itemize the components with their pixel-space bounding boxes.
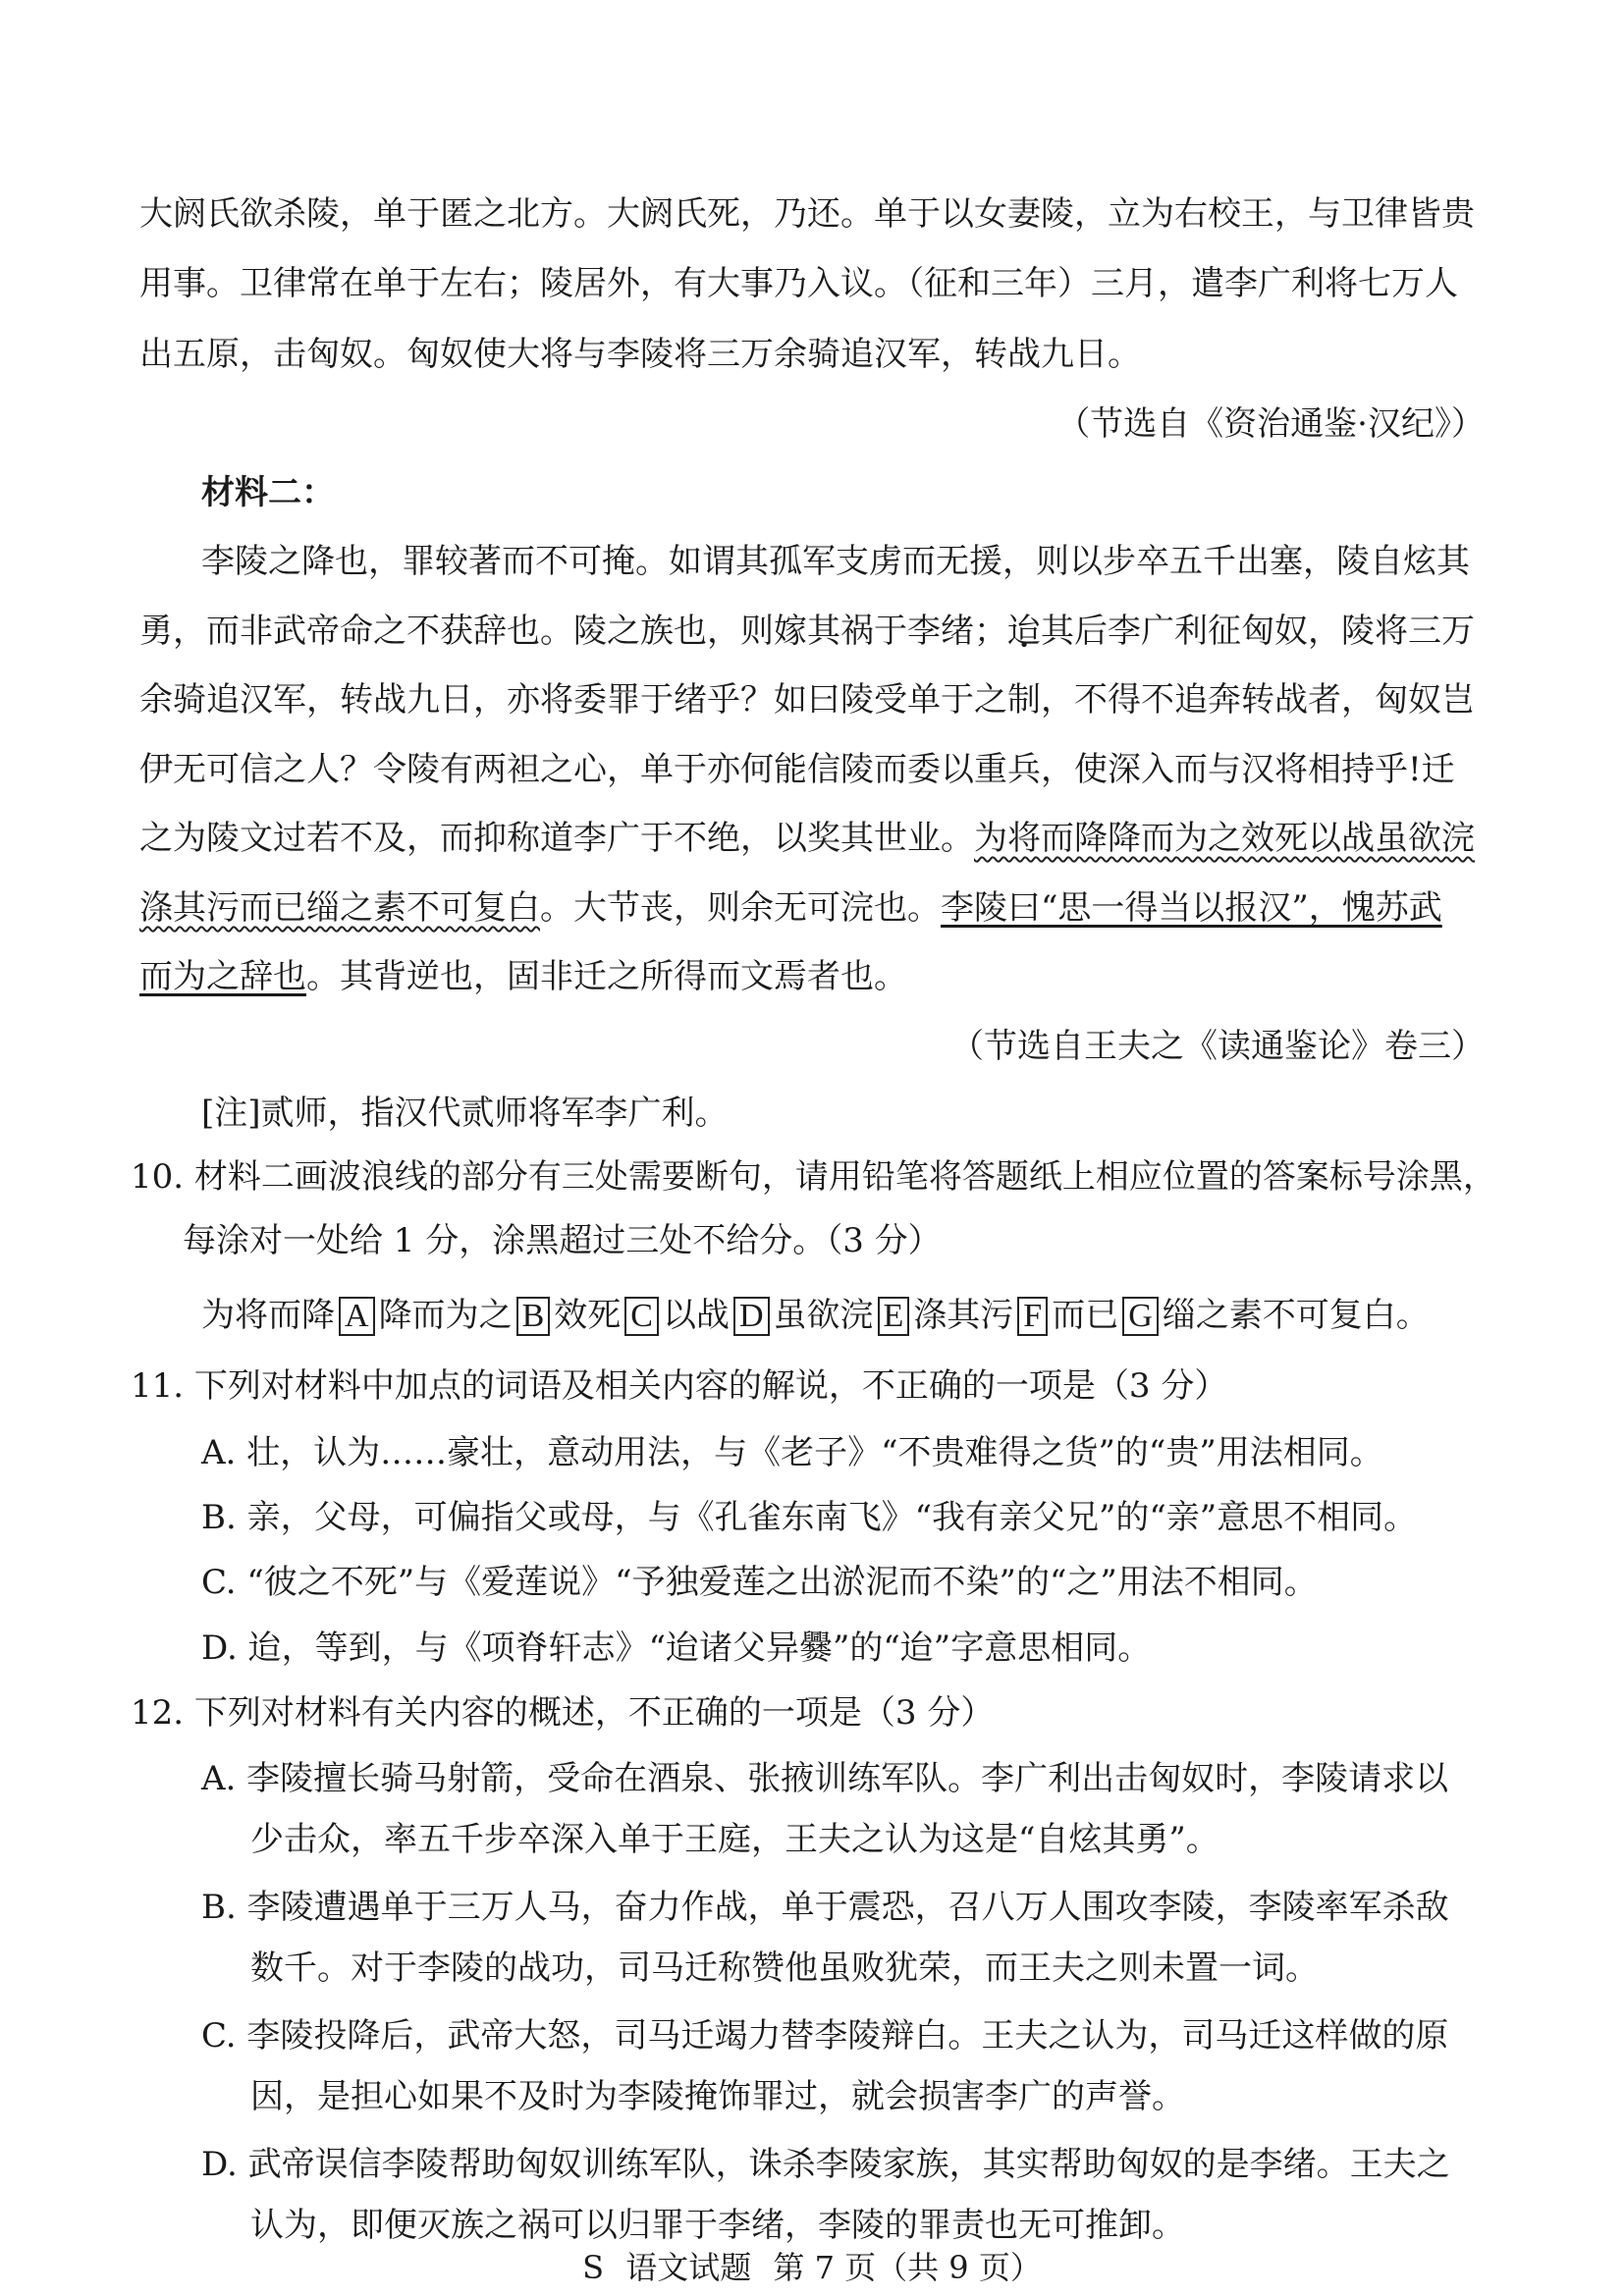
option-c-cont: 因，是担心如果不及时为李陵掩饰罪过，就会损害李广的声誉。 <box>250 2077 1185 2116</box>
passage-line: 出五原，击匈奴。匈奴使大将与李陵将三万余骑追汉军，转战九日。 <box>139 335 1141 374</box>
option-a[interactable]: A. 壮，认为……豪壮，意动用法，与《老子》“不贵难得之货”的“贵”用法相同。 <box>201 1433 1383 1472</box>
segment: 为将而降 <box>201 1296 335 1335</box>
wavy-underlined-text: 涤其污而已缁之素不可复白 <box>139 888 540 928</box>
passage-text: 其后李广利征匈奴，陵将三万 <box>1041 612 1475 651</box>
segment: 以战 <box>662 1296 730 1335</box>
passage-line: 李陵之降也，罪较著而不可掩。如谓其孤军支虏而无援，则以步卒五千出塞，陵自炫其 <box>201 542 1470 581</box>
passage-line <box>0 817 1624 860</box>
break-option-c[interactable]: C <box>624 1297 659 1336</box>
note: [注]贰师，指汉代贰师将军李广利。 <box>201 1094 729 1133</box>
passage-line: 余骑追汉军，转战九日，亦将委罪于绪乎？如曰陵受单于之制，不得不追奔转战者，匈奴岂 <box>139 680 1475 720</box>
passage-text: 。其背逆也，固非迁之所得而文焉者也。 <box>306 957 907 996</box>
option-d[interactable]: D. 迨，等到，与《项脊轩志》“迨诸父异爨”的“迨”字意思相同。 <box>201 1629 1152 1668</box>
option-b[interactable]: B. 亲，父母，可偏指父或母，与《孔雀东南飞》“我有亲父兄”的“亲”意思不相同。 <box>201 1498 1418 1537</box>
segment: 降而为之 <box>378 1296 513 1335</box>
option-c[interactable]: C. 李陵投降后，武帝大怒，司马迁竭力替李陵辩白。王夫之认为，司马迁这样做的原 <box>201 2016 1449 2056</box>
underlined-sentence: 李陵曰“思一得当以报汉”，愧苏武 <box>941 888 1442 928</box>
option-b[interactable]: B. 李陵遭遇单于三万人马，奋力作战，单于震恐，召八万人围攻李陵，李陵率军杀敌 <box>201 1888 1449 1927</box>
page-footer <box>0 2248 1624 2287</box>
break-option-g[interactable]: G <box>1122 1297 1159 1336</box>
break-option-a[interactable]: A <box>339 1297 375 1336</box>
segment: 虽欲浣 <box>773 1296 874 1335</box>
section-heading: 材料二： <box>201 473 335 512</box>
question-10-stem: 10. 材料二画波浪线的部分有三处需要断句，请用铅笔将答题纸上相应位置的答案标号涂黑， <box>131 1157 1496 1197</box>
passage-line <box>0 886 1624 930</box>
question-11-stem: 11. 下列对材料中加点的词语及相关内容的解说，不正确的一项是（3 分） <box>131 1366 1228 1406</box>
break-option-f[interactable]: F <box>1017 1297 1048 1336</box>
break-option-b[interactable]: B <box>516 1297 551 1336</box>
segment: 涤其污 <box>913 1296 1014 1335</box>
dotted-word: 迨 <box>1007 612 1041 651</box>
question-12-stem: 12. 下列对材料有关内容的概述，不正确的一项是（3 分） <box>131 1693 995 1733</box>
break-option-d[interactable]: D <box>733 1297 770 1336</box>
passage-text: 勇，而非武帝命之不获辞也。陵之族也，则嫁其祸于李绪； <box>139 612 1007 651</box>
page-number: 第 7 页（共 9 页） <box>773 2249 1042 2286</box>
subject-label: 语文试题 <box>625 2249 752 2286</box>
passage-line: 伊无可信之人？令陵有两袒之心，单于亦何能信陵而委以重兵，使深入而与汉将相持乎!迁 <box>139 750 1455 789</box>
passage-line <box>0 955 1624 998</box>
passage-line <box>0 610 1624 653</box>
underlined-sentence: 而为之辞也 <box>139 957 306 996</box>
option-d[interactable]: D. 武帝误信李陵帮助匈奴训练军队，诛杀李陵家族，其实帮助匈奴的是李绪。王夫之 <box>201 2145 1450 2184</box>
segment: 而已 <box>1052 1296 1119 1335</box>
passage-line: 用事。卫律常在单于左右；陵居外，有大事乃入议。（征和三年）三月，遣李广利将七万人 <box>139 264 1458 303</box>
segment: 缁之素不可复白。 <box>1162 1296 1430 1335</box>
option-b-cont: 数千。对于李陵的战功，司马迁称赞他虽败犹荣，而王夫之则未置一词。 <box>250 1949 1319 1988</box>
segment: 效死 <box>554 1296 622 1335</box>
break-option-e[interactable]: E <box>878 1297 910 1336</box>
passage-line: 大阏氏欲杀陵，单于匿之北方。大阏氏死，乃还。单于以女妻陵，立为右校王，与卫律皆贵 <box>139 194 1475 234</box>
question-10-stem: 每涂对一处给 1 分，涂黑超过三处不给分。（3 分） <box>183 1221 942 1260</box>
paper-code: S <box>582 2249 605 2286</box>
passage-text: 之为陵文过若不及，而抑称道李广于不绝，以奖其世业。 <box>139 819 974 858</box>
source-citation: （节选自王夫之《读通鉴论》卷三） <box>950 1027 1485 1066</box>
option-a[interactable]: A. 李陵擅长骑马射箭，受命在酒泉、张掖训练军队。李广利出击匈奴时，李陵请求以 <box>201 1759 1449 1798</box>
option-c[interactable]: C. “彼之不死”与《爱莲说》“予独爱莲之出淤泥而不染”的“之”用法不相同。 <box>201 1563 1318 1602</box>
sentence-break-options <box>0 1294 1624 1337</box>
option-d-cont: 认为，即便灭族之祸可以归罪于李绪，李陵的罪责也无可推卸。 <box>250 2206 1185 2245</box>
option-a-cont: 少击众，率五千步卒深入单于王庭，王夫之认为这是“自炫其勇”。 <box>250 1820 1219 1859</box>
passage-text: 。大节丧，则余无可浣也。 <box>540 888 941 928</box>
source-citation: （节选自《资治通鉴·汉纪》） <box>1056 404 1485 444</box>
wavy-underlined-text: 为将而降降而为之效死以战虽欲浣 <box>974 819 1475 858</box>
